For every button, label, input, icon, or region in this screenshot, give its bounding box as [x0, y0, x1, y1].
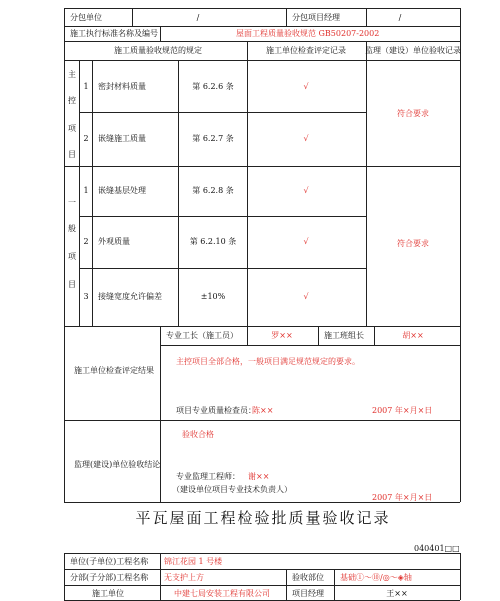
column-supervisor-record: 监理（建设）单位验收记录: [365, 46, 461, 55]
item-name: 嵌缝基层处理: [98, 186, 146, 195]
contractor-value: 中建七局安装工程有限公司: [174, 589, 270, 598]
item-clause: 第 6.2.8 条: [192, 186, 234, 195]
item-name: 外观质量: [98, 237, 130, 246]
contractor-label: 施工单位: [92, 589, 124, 598]
main-control-group-char: 目: [68, 150, 76, 159]
general-group-char: 一: [68, 198, 76, 207]
main-control-group-char: 控: [68, 96, 76, 105]
sub-manager-value: /: [398, 13, 402, 22]
supervisor-eval-result: 验收合格: [182, 430, 214, 439]
main-control-group-char: 项: [68, 124, 76, 133]
item-clause: 第 6.2.10 条: [189, 237, 237, 246]
item-check: √: [303, 186, 309, 195]
supervisor-eval-label: 监理(建设)单位验收结论: [74, 460, 161, 469]
acceptance-part-label: 验收部位: [292, 573, 324, 582]
main-control-conclusion: 符合要求: [397, 109, 429, 118]
sub-project-label: 分部(子分部)工程名称: [70, 573, 149, 582]
item-check: √: [303, 82, 309, 91]
item-check: √: [303, 134, 309, 143]
engineer-label: 专业监理工程师：: [176, 472, 240, 481]
item-name: 嵌缝施工质量: [98, 134, 146, 143]
unit-project-value: 锦江花园 1 号楼: [164, 557, 223, 566]
foreman-value: 罗××: [271, 331, 293, 340]
record-code: 040401□□: [414, 544, 460, 553]
general-group-char: 般: [68, 224, 76, 233]
sub-manager-label: 分包项目经理: [292, 13, 340, 22]
column-spec: 施工质量验收规范的规定: [114, 46, 202, 55]
item-name: 接缝宽度允许偏差: [98, 292, 162, 301]
subcontractor-label: 分包单位: [70, 13, 102, 22]
general-group-char: 项: [68, 252, 76, 261]
record-title: 平瓦屋面工程检验批质量验收记录: [135, 509, 391, 527]
item-no: 3: [83, 292, 89, 301]
item-no: 2: [83, 237, 89, 246]
contractor-eval-date: 2007 年×月×日: [372, 406, 433, 415]
manager-label: 项目经理: [292, 589, 324, 598]
item-clause: 第 6.2.7 条: [192, 134, 234, 143]
engineer-note: （建设单位项目专业技术负责人）: [172, 485, 292, 494]
contractor-eval-result: 主控项目全部合格，一般项目满足规范规定的要求。: [176, 357, 360, 366]
team-leader-value: 胡××: [402, 331, 424, 340]
subcontractor-value: /: [196, 13, 200, 22]
supervisor-eval-date: 2007 年×月×日: [372, 493, 433, 502]
item-check: √: [303, 292, 309, 301]
foreman-label: 专业工长（施工员）: [166, 331, 238, 340]
column-contractor-record: 施工单位检查评定记录: [266, 46, 346, 55]
sub-project-value: 无支护上方: [164, 573, 204, 582]
item-clause: 第 6.2.6 条: [192, 82, 234, 91]
standard-label: 施工执行标准名称及编号: [70, 29, 158, 38]
acceptance-part-value: 基础①～⑩/◎～◈轴: [340, 573, 412, 582]
team-leader-label: 施工班组长: [324, 331, 364, 340]
contractor-eval-label: 施工单位检查评定结果: [74, 366, 154, 375]
item-no: 2: [83, 134, 89, 143]
engineer-value: 谢××: [248, 472, 270, 481]
standard-value: 屋面工程质量验收规范 GB50207-2002: [236, 29, 380, 38]
item-no: 1: [83, 186, 89, 195]
item-name: 密封材料质量: [98, 82, 146, 91]
unit-project-label: 单位(子单位)工程名称: [70, 557, 149, 566]
general-group-char: 目: [68, 280, 76, 289]
inspector-label: 项目专业质量检查员：: [176, 406, 256, 415]
main-control-group-char: 主: [68, 70, 76, 79]
general-conclusion: 符合要求: [397, 239, 429, 248]
item-clause: ±10%: [200, 292, 226, 301]
item-no: 1: [83, 82, 89, 91]
inspector-value: 陈××: [252, 406, 274, 415]
manager-value: 王××: [386, 589, 408, 598]
item-check: √: [303, 237, 309, 246]
